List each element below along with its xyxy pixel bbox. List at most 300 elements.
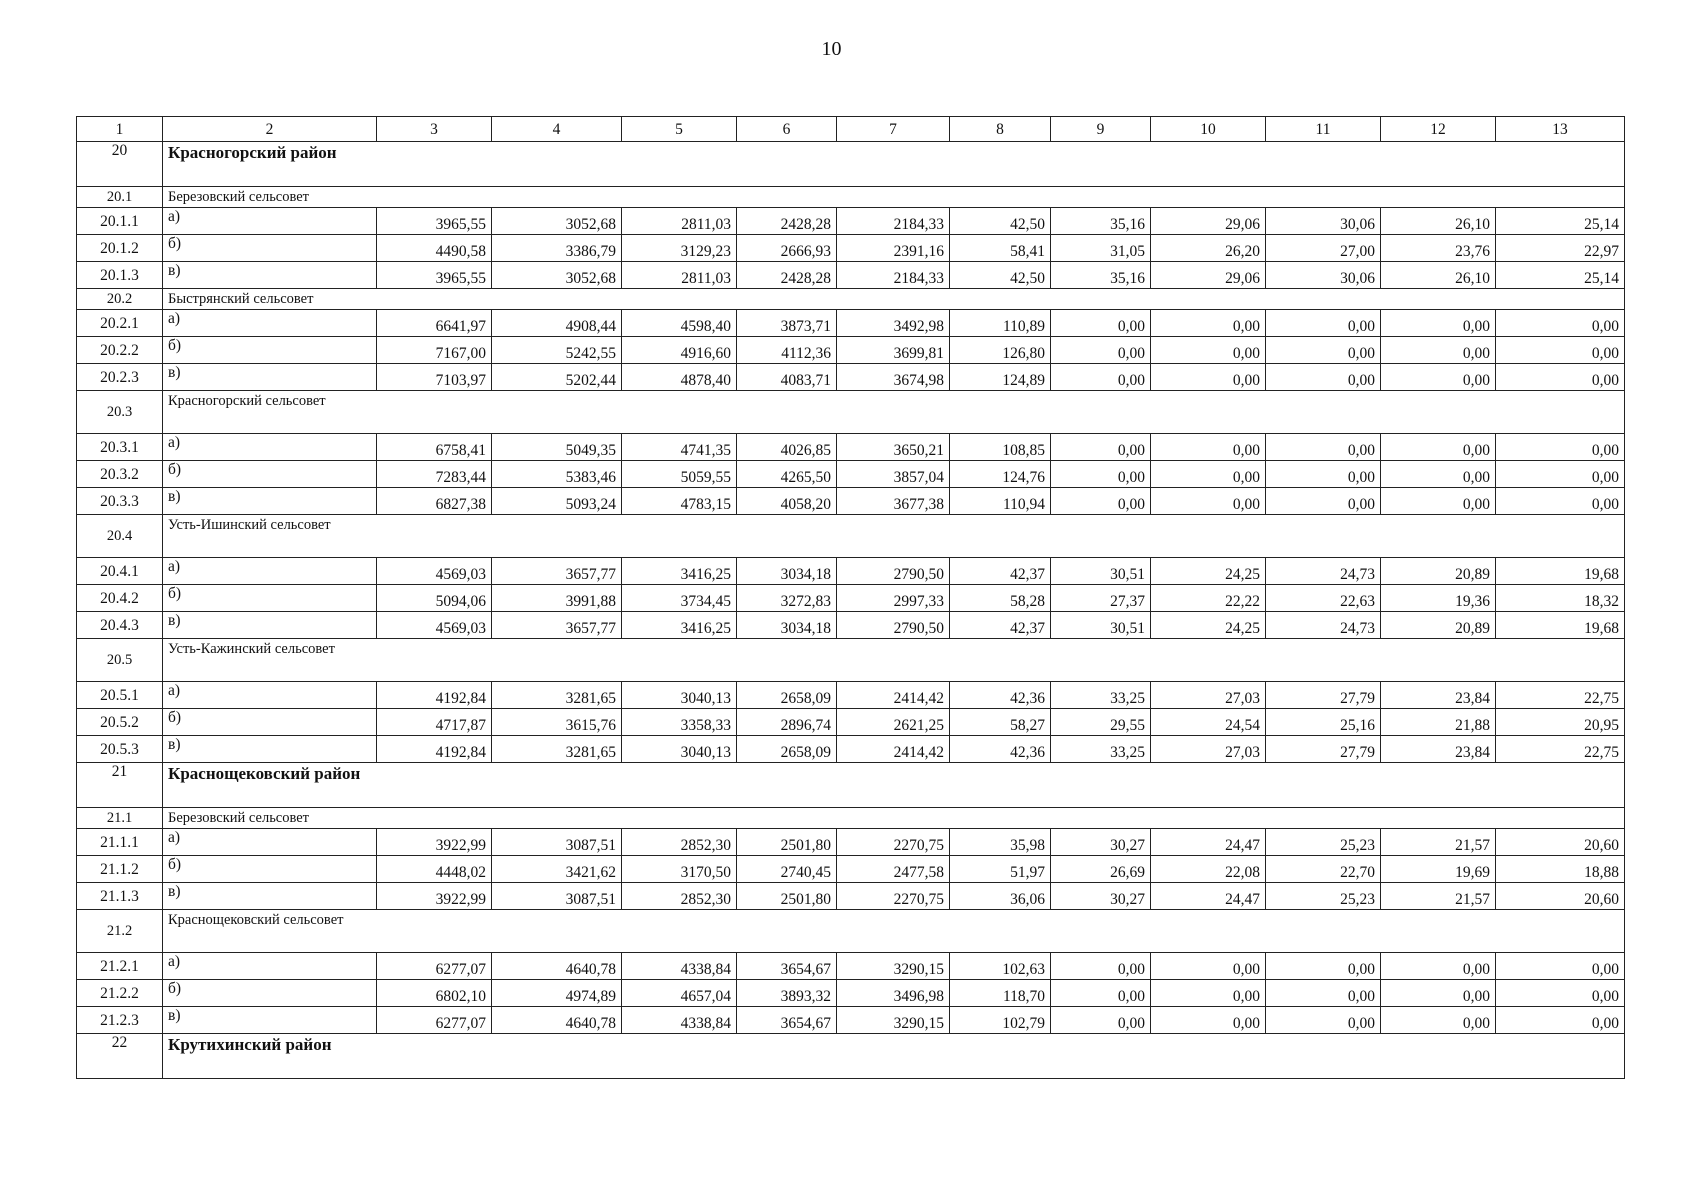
- row-code: 21.1.2: [77, 856, 163, 883]
- value-cell: 0,00: [1266, 337, 1381, 364]
- table-row: [77, 883, 1625, 910]
- value-cell: 27,00: [1266, 235, 1381, 262]
- row-label: в): [163, 612, 377, 639]
- value-cell: 30,27: [1051, 883, 1151, 910]
- value-cell: 5242,55: [492, 337, 622, 364]
- value-cell: 22,22: [1151, 585, 1266, 612]
- value-cell: 42,37: [950, 558, 1051, 585]
- value-cell: 42,37: [950, 612, 1051, 639]
- value-cell: 2414,42: [837, 682, 950, 709]
- value-cell: 0,00: [1266, 1007, 1381, 1034]
- value-cell: 58,27: [950, 709, 1051, 736]
- value-cell: 31,05: [1051, 235, 1151, 262]
- value-cell: 42,36: [950, 736, 1051, 763]
- sovet-name: Березовский сельсовет: [163, 187, 1625, 208]
- value-cell: 24,25: [1151, 558, 1266, 585]
- value-cell: 2428,28: [737, 262, 837, 289]
- value-cell: 24,73: [1266, 612, 1381, 639]
- table-row: [77, 856, 1625, 883]
- row-code: 20.5.1: [77, 682, 163, 709]
- value-cell: 27,79: [1266, 682, 1381, 709]
- value-cell: 2997,33: [837, 585, 950, 612]
- value-cell: 58,41: [950, 235, 1051, 262]
- value-cell: 3615,76: [492, 709, 622, 736]
- row-label: а): [163, 434, 377, 461]
- row-code: 20.3.1: [77, 434, 163, 461]
- value-cell: 0,00: [1051, 488, 1151, 515]
- value-cell: 19,36: [1381, 585, 1496, 612]
- header-cell: 13: [1496, 117, 1625, 142]
- value-cell: 33,25: [1051, 736, 1151, 763]
- value-cell: 18,32: [1496, 585, 1625, 612]
- value-cell: 4338,84: [622, 1007, 737, 1034]
- value-cell: 4916,60: [622, 337, 737, 364]
- value-cell: 0,00: [1051, 434, 1151, 461]
- table-row: [77, 980, 1625, 1007]
- row-label: б): [163, 709, 377, 736]
- value-cell: 0,00: [1381, 337, 1496, 364]
- value-cell: 0,00: [1151, 310, 1266, 337]
- value-cell: 36,06: [950, 883, 1051, 910]
- value-cell: 5093,24: [492, 488, 622, 515]
- value-cell: 3650,21: [837, 434, 950, 461]
- value-cell: 22,08: [1151, 856, 1266, 883]
- row-label: б): [163, 337, 377, 364]
- region-name: Крутихинский район: [163, 1034, 1625, 1079]
- value-cell: 19,68: [1496, 558, 1625, 585]
- sovet-row: [77, 515, 1625, 558]
- value-cell: 2852,30: [622, 883, 737, 910]
- row-code: 20.2.2: [77, 337, 163, 364]
- value-cell: 3965,55: [377, 262, 492, 289]
- sovet-row: [77, 391, 1625, 434]
- value-cell: 0,00: [1151, 980, 1266, 1007]
- value-cell: 0,00: [1151, 488, 1266, 515]
- value-cell: 25,23: [1266, 829, 1381, 856]
- value-cell: 3965,55: [377, 208, 492, 235]
- value-cell: 2501,80: [737, 829, 837, 856]
- table-row: [77, 310, 1625, 337]
- row-code: 20.3.2: [77, 461, 163, 488]
- value-cell: 2428,28: [737, 208, 837, 235]
- value-cell: 3699,81: [837, 337, 950, 364]
- value-cell: 4058,20: [737, 488, 837, 515]
- table-row: [77, 829, 1625, 856]
- value-cell: 30,06: [1266, 208, 1381, 235]
- value-cell: 29,06: [1151, 208, 1266, 235]
- sovet-row: [77, 910, 1625, 953]
- value-cell: 3857,04: [837, 461, 950, 488]
- value-cell: 0,00: [1496, 953, 1625, 980]
- value-cell: 4192,84: [377, 682, 492, 709]
- value-cell: 3052,68: [492, 262, 622, 289]
- value-cell: 4083,71: [737, 364, 837, 391]
- value-cell: 0,00: [1381, 1007, 1496, 1034]
- table-row: [77, 585, 1625, 612]
- value-cell: 22,70: [1266, 856, 1381, 883]
- value-cell: 25,14: [1496, 262, 1625, 289]
- value-cell: 3492,98: [837, 310, 950, 337]
- row-code: 20.2: [77, 289, 163, 310]
- value-cell: 4717,87: [377, 709, 492, 736]
- header-cell: 1: [77, 117, 163, 142]
- value-cell: 4640,78: [492, 953, 622, 980]
- table-row: [77, 612, 1625, 639]
- value-cell: 20,60: [1496, 829, 1625, 856]
- value-cell: 4448,02: [377, 856, 492, 883]
- table-row: [77, 337, 1625, 364]
- value-cell: 4112,36: [737, 337, 837, 364]
- value-cell: 3040,13: [622, 736, 737, 763]
- value-cell: 0,00: [1381, 488, 1496, 515]
- row-code: 20.4.3: [77, 612, 163, 639]
- value-cell: 7283,44: [377, 461, 492, 488]
- value-cell: 3290,15: [837, 953, 950, 980]
- value-cell: 102,79: [950, 1007, 1051, 1034]
- region-row: [77, 1034, 1625, 1079]
- value-cell: 4598,40: [622, 310, 737, 337]
- value-cell: 0,00: [1496, 364, 1625, 391]
- region-row: [77, 142, 1625, 187]
- value-cell: 22,97: [1496, 235, 1625, 262]
- value-cell: 4265,50: [737, 461, 837, 488]
- value-cell: 26,20: [1151, 235, 1266, 262]
- row-label: б): [163, 980, 377, 1007]
- value-cell: 2391,16: [837, 235, 950, 262]
- sovet-row: [77, 808, 1625, 829]
- header-cell: 6: [737, 117, 837, 142]
- row-code: 20.1.1: [77, 208, 163, 235]
- value-cell: 2852,30: [622, 829, 737, 856]
- value-cell: 4569,03: [377, 558, 492, 585]
- sovet-row: [77, 289, 1625, 310]
- value-cell: 2501,80: [737, 883, 837, 910]
- row-label: а): [163, 829, 377, 856]
- value-cell: 3873,71: [737, 310, 837, 337]
- table-row: [77, 208, 1625, 235]
- value-cell: 3386,79: [492, 235, 622, 262]
- table-row: [77, 364, 1625, 391]
- value-cell: 27,03: [1151, 736, 1266, 763]
- value-cell: 0,00: [1266, 364, 1381, 391]
- value-cell: 24,25: [1151, 612, 1266, 639]
- sovet-name: Красногорский сельсовет: [163, 391, 1625, 434]
- page-number: 10: [821, 38, 842, 60]
- value-cell: 0,00: [1266, 434, 1381, 461]
- value-cell: 42,50: [950, 208, 1051, 235]
- value-cell: 25,23: [1266, 883, 1381, 910]
- row-label: в): [163, 736, 377, 763]
- value-cell: 23,84: [1381, 682, 1496, 709]
- sovet-row: [77, 187, 1625, 208]
- sovet-name: Усть-Кажинский сельсовет: [163, 639, 1625, 682]
- header-cell: 9: [1051, 117, 1151, 142]
- row-code: 21.1.3: [77, 883, 163, 910]
- value-cell: 18,88: [1496, 856, 1625, 883]
- value-cell: 35,98: [950, 829, 1051, 856]
- value-cell: 25,14: [1496, 208, 1625, 235]
- table-body: [77, 142, 1625, 1079]
- value-cell: 0,00: [1381, 310, 1496, 337]
- value-cell: 5049,35: [492, 434, 622, 461]
- value-cell: 6827,38: [377, 488, 492, 515]
- value-cell: 27,03: [1151, 682, 1266, 709]
- row-code: 20.2.3: [77, 364, 163, 391]
- row-label: а): [163, 310, 377, 337]
- table-row: [77, 488, 1625, 515]
- row-label: б): [163, 461, 377, 488]
- row-code: 20.3: [77, 391, 163, 434]
- value-cell: 5202,44: [492, 364, 622, 391]
- value-cell: 0,00: [1151, 953, 1266, 980]
- row-code: 20: [77, 142, 163, 187]
- value-cell: 4741,35: [622, 434, 737, 461]
- value-cell: 3677,38: [837, 488, 950, 515]
- value-cell: 0,00: [1496, 980, 1625, 1007]
- value-cell: 126,80: [950, 337, 1051, 364]
- value-cell: 110,89: [950, 310, 1051, 337]
- sovet-row: [77, 639, 1625, 682]
- header-cell: 11: [1266, 117, 1381, 142]
- row-code: 20.5.3: [77, 736, 163, 763]
- value-cell: 5383,46: [492, 461, 622, 488]
- value-cell: 19,68: [1496, 612, 1625, 639]
- row-code: 20.2.1: [77, 310, 163, 337]
- value-cell: 3654,67: [737, 953, 837, 980]
- value-cell: 2811,03: [622, 262, 737, 289]
- value-cell: 29,06: [1151, 262, 1266, 289]
- value-cell: 3052,68: [492, 208, 622, 235]
- row-code: 21.2.2: [77, 980, 163, 1007]
- table-row: [77, 262, 1625, 289]
- value-cell: 0,00: [1151, 364, 1266, 391]
- value-cell: 3674,98: [837, 364, 950, 391]
- table-row: [77, 736, 1625, 763]
- value-cell: 2658,09: [737, 682, 837, 709]
- value-cell: 22,75: [1496, 682, 1625, 709]
- value-cell: 3416,25: [622, 558, 737, 585]
- value-cell: 0,00: [1266, 953, 1381, 980]
- value-cell: 4338,84: [622, 953, 737, 980]
- value-cell: 4908,44: [492, 310, 622, 337]
- value-cell: 3087,51: [492, 829, 622, 856]
- row-code: 20.4.1: [77, 558, 163, 585]
- value-cell: 20,60: [1496, 883, 1625, 910]
- row-label: а): [163, 558, 377, 585]
- value-cell: 5059,55: [622, 461, 737, 488]
- value-cell: 0,00: [1051, 310, 1151, 337]
- row-code: 20.4.2: [77, 585, 163, 612]
- header-cell: 2: [163, 117, 377, 142]
- value-cell: 7167,00: [377, 337, 492, 364]
- value-cell: 0,00: [1496, 461, 1625, 488]
- value-cell: 24,47: [1151, 829, 1266, 856]
- value-cell: 6641,97: [377, 310, 492, 337]
- header-cell: 7: [837, 117, 950, 142]
- value-cell: 4569,03: [377, 612, 492, 639]
- value-cell: 0,00: [1266, 461, 1381, 488]
- value-cell: 21,57: [1381, 829, 1496, 856]
- row-code: 21: [77, 763, 163, 808]
- value-cell: 0,00: [1496, 1007, 1625, 1034]
- value-cell: 26,10: [1381, 208, 1496, 235]
- value-cell: 108,85: [950, 434, 1051, 461]
- value-cell: 3087,51: [492, 883, 622, 910]
- value-cell: 3358,33: [622, 709, 737, 736]
- value-cell: 6277,07: [377, 953, 492, 980]
- value-cell: 118,70: [950, 980, 1051, 1007]
- value-cell: 30,51: [1051, 558, 1151, 585]
- row-code: 20.3.3: [77, 488, 163, 515]
- value-cell: 0,00: [1496, 337, 1625, 364]
- value-cell: 0,00: [1496, 488, 1625, 515]
- value-cell: 42,36: [950, 682, 1051, 709]
- sovet-name: Березовский сельсовет: [163, 808, 1625, 829]
- value-cell: 0,00: [1381, 461, 1496, 488]
- value-cell: 27,79: [1266, 736, 1381, 763]
- value-cell: 110,94: [950, 488, 1051, 515]
- table-row: [77, 709, 1625, 736]
- value-cell: 0,00: [1496, 310, 1625, 337]
- value-cell: 0,00: [1051, 461, 1151, 488]
- value-cell: 0,00: [1051, 980, 1151, 1007]
- value-cell: 3922,99: [377, 829, 492, 856]
- value-cell: 6758,41: [377, 434, 492, 461]
- value-cell: 3657,77: [492, 558, 622, 585]
- value-cell: 2658,09: [737, 736, 837, 763]
- value-cell: 3496,98: [837, 980, 950, 1007]
- value-cell: 3657,77: [492, 612, 622, 639]
- value-cell: 0,00: [1381, 953, 1496, 980]
- value-cell: 0,00: [1381, 434, 1496, 461]
- table-row: [77, 953, 1625, 980]
- value-cell: 20,95: [1496, 709, 1625, 736]
- value-cell: 0,00: [1151, 461, 1266, 488]
- row-label: в): [163, 883, 377, 910]
- value-cell: 3922,99: [377, 883, 492, 910]
- value-cell: 27,37: [1051, 585, 1151, 612]
- row-label: б): [163, 856, 377, 883]
- value-cell: 2477,58: [837, 856, 950, 883]
- value-cell: 3421,62: [492, 856, 622, 883]
- row-label: в): [163, 488, 377, 515]
- header-cell: 4: [492, 117, 622, 142]
- value-cell: 4026,85: [737, 434, 837, 461]
- value-cell: 5094,06: [377, 585, 492, 612]
- value-cell: 6802,10: [377, 980, 492, 1007]
- table-row: [77, 1007, 1625, 1034]
- value-cell: 20,89: [1381, 558, 1496, 585]
- row-label: б): [163, 235, 377, 262]
- value-cell: 26,69: [1051, 856, 1151, 883]
- table-row: [77, 434, 1625, 461]
- value-cell: 0,00: [1151, 434, 1266, 461]
- sovet-name: Усть-Ишинский сельсовет: [163, 515, 1625, 558]
- value-cell: 0,00: [1496, 434, 1625, 461]
- row-code: 20.1: [77, 187, 163, 208]
- value-cell: 0,00: [1051, 364, 1151, 391]
- value-cell: 58,28: [950, 585, 1051, 612]
- header-cell: 12: [1381, 117, 1496, 142]
- value-cell: 30,51: [1051, 612, 1151, 639]
- value-cell: 6277,07: [377, 1007, 492, 1034]
- value-cell: 2270,75: [837, 829, 950, 856]
- row-code: 21.1: [77, 808, 163, 829]
- value-cell: 0,00: [1051, 953, 1151, 980]
- row-code: 21.2.1: [77, 953, 163, 980]
- value-cell: 26,10: [1381, 262, 1496, 289]
- header-cell: 3: [377, 117, 492, 142]
- value-cell: 0,00: [1266, 980, 1381, 1007]
- value-cell: 4192,84: [377, 736, 492, 763]
- value-cell: 22,75: [1496, 736, 1625, 763]
- value-cell: 35,16: [1051, 208, 1151, 235]
- value-cell: 30,27: [1051, 829, 1151, 856]
- value-cell: 3272,83: [737, 585, 837, 612]
- value-cell: 3893,32: [737, 980, 837, 1007]
- value-cell: 51,97: [950, 856, 1051, 883]
- row-code: 20.5.2: [77, 709, 163, 736]
- value-cell: 3290,15: [837, 1007, 950, 1034]
- value-cell: 2896,74: [737, 709, 837, 736]
- row-code: 20.1.2: [77, 235, 163, 262]
- value-cell: 35,16: [1051, 262, 1151, 289]
- value-cell: 4640,78: [492, 1007, 622, 1034]
- value-cell: 23,84: [1381, 736, 1496, 763]
- row-code: 21.2.3: [77, 1007, 163, 1034]
- value-cell: 2414,42: [837, 736, 950, 763]
- value-cell: 2666,93: [737, 235, 837, 262]
- row-label: в): [163, 262, 377, 289]
- sovet-name: Краснощековский сельсовет: [163, 910, 1625, 953]
- value-cell: 2621,25: [837, 709, 950, 736]
- row-label: а): [163, 208, 377, 235]
- value-cell: 24,47: [1151, 883, 1266, 910]
- value-cell: 0,00: [1151, 1007, 1266, 1034]
- header-cell: 10: [1151, 117, 1266, 142]
- value-cell: 42,50: [950, 262, 1051, 289]
- value-cell: 3734,45: [622, 585, 737, 612]
- row-label: б): [163, 585, 377, 612]
- value-cell: 0,00: [1266, 488, 1381, 515]
- value-cell: 33,25: [1051, 682, 1151, 709]
- value-cell: 2811,03: [622, 208, 737, 235]
- row-label: в): [163, 364, 377, 391]
- value-cell: 30,06: [1266, 262, 1381, 289]
- row-label: а): [163, 682, 377, 709]
- row-code: 21.2: [77, 910, 163, 953]
- value-cell: 21,88: [1381, 709, 1496, 736]
- row-code: 22: [77, 1034, 163, 1079]
- value-cell: 4974,89: [492, 980, 622, 1007]
- value-cell: 4878,40: [622, 364, 737, 391]
- row-code: 20.1.3: [77, 262, 163, 289]
- table-row: [77, 235, 1625, 262]
- header-cell: 5: [622, 117, 737, 142]
- value-cell: 3034,18: [737, 612, 837, 639]
- value-cell: 4490,58: [377, 235, 492, 262]
- value-cell: 0,00: [1051, 1007, 1151, 1034]
- value-cell: 7103,97: [377, 364, 492, 391]
- value-cell: 3040,13: [622, 682, 737, 709]
- value-cell: 4783,15: [622, 488, 737, 515]
- region-name: Красногорский район: [163, 142, 1625, 187]
- value-cell: 0,00: [1381, 364, 1496, 391]
- value-cell: 3170,50: [622, 856, 737, 883]
- value-cell: 4657,04: [622, 980, 737, 1007]
- value-cell: 3281,65: [492, 682, 622, 709]
- header-row: [77, 117, 1625, 142]
